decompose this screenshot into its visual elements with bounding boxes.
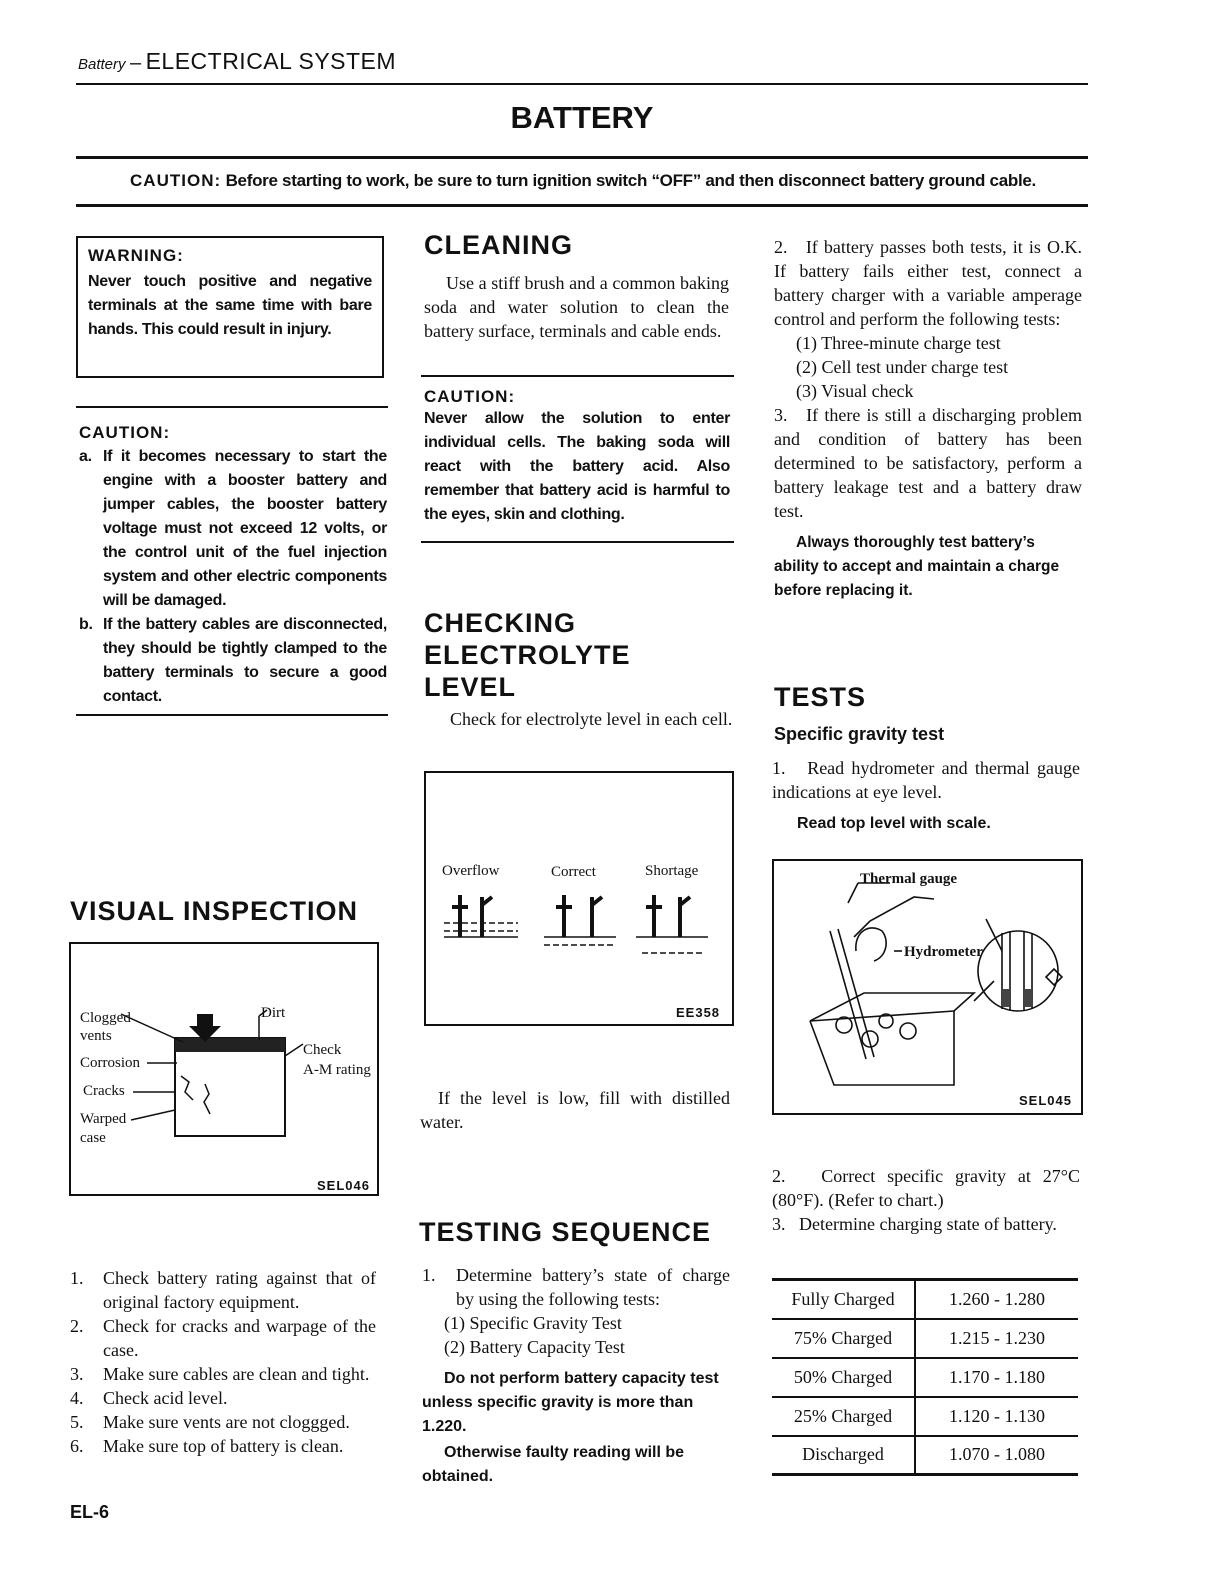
tests-subheading: Specific gravity test: [774, 724, 945, 744]
testing-note-1: Do not perform battery capacity test unless specific gravity is more than 1.220.: [422, 1370, 719, 1435]
cleaning-caution: [424, 387, 730, 527]
right-step-2: [774, 235, 1082, 331]
heading-line: CHECKING: [424, 608, 577, 638]
step: [70, 1434, 376, 1458]
step: [70, 1386, 376, 1410]
running-header: [78, 48, 396, 75]
step-number: 1.: [70, 1268, 84, 1288]
electrolyte-level-diagram: [426, 773, 732, 1024]
step: [70, 1266, 376, 1314]
step-text: Make sure top of battery is clean.: [103, 1436, 344, 1456]
electrolyte-heading: [424, 607, 631, 703]
top-caution-text: Before starting to work, be sure to turn ignition switch “OFF” and then disconnect battery ground cable.: [225, 171, 1036, 190]
gravity-range: 1.070 - 1.080: [949, 1444, 1045, 1465]
item-text: If it becomes necessary to start the engine with a booster battery and jumper cables, the booster battery voltage must not exceed 12 volts, or the control unit of the fuel injection system and other electric components will be damaged.: [103, 448, 387, 609]
electrolyte-figure: [424, 771, 734, 1026]
label-cracks: Cracks: [83, 1083, 125, 1099]
step-text: Make sure vents are not cloggged.: [103, 1412, 350, 1432]
electrolyte-after-text: If the level is low, fill with distilled water.: [420, 1088, 730, 1132]
label-correct: Correct: [551, 864, 596, 880]
cleaning-heading: CLEANING: [424, 230, 573, 260]
table-row: [772, 1280, 1078, 1319]
header-chapter: ELECTRICAL SYSTEM: [145, 48, 397, 74]
warning-box: [76, 236, 384, 378]
label-hydrometer: Hydrometer: [904, 944, 983, 960]
subtest: (2) Battery Capacity Test: [444, 1337, 625, 1357]
step: [70, 1314, 376, 1362]
page-title: BATTERY: [510, 100, 654, 135]
step-text: Make sure cables are clean and tight.: [103, 1364, 370, 1384]
cleaning-caution-top-rule: [421, 375, 734, 377]
header-rule: [76, 83, 1088, 85]
step-number: 1.: [422, 1265, 436, 1285]
step-text: Determine battery’s state of charge by using the following tests:: [456, 1265, 730, 1309]
testing-note-2: Otherwise faulty reading will be obtained.: [422, 1444, 685, 1485]
left-caution-label: CAUTION:: [79, 423, 171, 442]
label-shortage: Shortage: [645, 863, 699, 879]
gravity-range: 1.260 - 1.280: [949, 1288, 1045, 1309]
visual-inspection-steps: [70, 1266, 376, 1458]
cleaning-caution-bottom-rule: [421, 541, 734, 543]
warning-text: Never touch positive and negative terminals at the same time with bare hands. This could result in injury.: [88, 273, 372, 338]
charge-state: 75% Charged: [772, 1319, 915, 1358]
testing-sequence-body: [422, 1263, 730, 1489]
step-number: 6.: [70, 1436, 84, 1456]
step-number: 3.: [772, 1214, 786, 1234]
right-note: Always thoroughly test battery’s ability to accept and maintain a charge before replacing it.: [774, 534, 1060, 599]
top-caution: [78, 171, 1088, 191]
left-caution-top-rule: [76, 406, 388, 408]
label-thermal-gauge: Thermal gauge: [860, 871, 958, 887]
charge-state: Fully Charged: [772, 1280, 915, 1319]
right-column-top: [774, 235, 1082, 603]
right-subtest: (2) Cell test under charge test: [796, 357, 1009, 377]
charge-table: [772, 1278, 1078, 1476]
title-rule: [76, 156, 1088, 159]
step-text: If there is still a discharging problem and condition of battery has been determined to be satisfactory, perform a battery leakage test and a battery draw test.: [774, 405, 1083, 521]
hydrometer-figure: [772, 859, 1083, 1115]
step-number: 3.: [774, 405, 788, 425]
left-caution: [79, 423, 387, 709]
left-caution-bottom-rule: [76, 714, 388, 716]
step-text: If battery passes both tests, it is O.K. If battery fails either test, connect a battery charger with a variable amperage control and perform the following tests:: [774, 237, 1082, 329]
page-number: EL-6: [70, 1502, 110, 1522]
label-warped: Warped: [80, 1111, 127, 1127]
heading-line: LEVEL: [424, 672, 517, 702]
step-text: Check acid level.: [103, 1388, 228, 1408]
warning-label: WARNING:: [88, 246, 184, 265]
right-subtest: (3) Visual check: [796, 381, 914, 401]
right-step-3: [774, 403, 1082, 523]
figure-code: EE358: [676, 1005, 721, 1020]
gravity-range: 1.215 - 1.230: [949, 1327, 1045, 1348]
tests-body-2: [772, 1164, 1080, 1236]
label-case: case: [80, 1130, 106, 1146]
gravity-range: 1.120 - 1.130: [949, 1405, 1045, 1426]
step-number: 1.: [772, 758, 786, 778]
step-number: 2.: [70, 1316, 84, 1336]
cleaning-text: Use a stiff brush and a common baking soda and water solution to clean the battery surface, terminals and cable ends.: [424, 273, 729, 341]
step-text: Correct specific gravity at 27°C (80°F). (Refer to chart.): [772, 1166, 1080, 1210]
step: [70, 1410, 376, 1434]
step-number: 3.: [70, 1364, 84, 1384]
label-vents: vents: [80, 1028, 112, 1044]
caution-rule: [76, 204, 1088, 207]
tests-step-3: [772, 1212, 1080, 1236]
tests-step-2: [772, 1164, 1080, 1212]
item-marker: a.: [79, 448, 92, 465]
charge-table-body: [772, 1280, 1078, 1475]
item-marker: b.: [79, 616, 93, 633]
heading-line: ELECTROLYTE: [424, 640, 631, 670]
left-caution-item-a: [79, 445, 387, 613]
left-caution-item-b: [79, 613, 387, 709]
tests-heading: TESTS: [774, 682, 867, 712]
hydrometer-diagram: [774, 861, 1081, 1113]
subtest: (1) Specific Gravity Test: [444, 1313, 622, 1333]
item-text: If the battery cables are disconnected, they should be tightly clamped to the battery terminals to secure a good contact.: [103, 616, 387, 705]
step-number: 2.: [772, 1166, 786, 1186]
table-row: [772, 1319, 1078, 1358]
label-overflow: Overflow: [442, 863, 500, 879]
tests-step-1: [772, 756, 1080, 804]
tests-note: Read top level with scale.: [797, 815, 991, 832]
label-check: Check: [303, 1042, 342, 1058]
charge-state: 25% Charged: [772, 1397, 915, 1436]
label-dirt: Dirt: [261, 1005, 286, 1021]
label-clogged: Clogged: [80, 1010, 131, 1026]
step-number: 5.: [70, 1412, 84, 1432]
table-row: [772, 1397, 1078, 1436]
charge-state: Discharged: [772, 1436, 915, 1475]
figure-code: SEL045: [1019, 1093, 1072, 1108]
table-row: [772, 1436, 1078, 1475]
cleaning-caution-text: Never allow the solution to enter individual cells. The baking soda will react with the battery acid. Also remember that battery acid is harmful to the eyes, skin and clothing.: [424, 410, 730, 523]
step-text: Determine charging state of battery.: [799, 1214, 1057, 1234]
step-text: Read hydrometer and thermal gauge indications at eye level.: [772, 758, 1080, 802]
testing-sequence-heading: TESTING SEQUENCE: [419, 1217, 712, 1247]
table-row: [772, 1358, 1078, 1397]
electrolyte-text: Check for electrolyte level in each cell.: [450, 709, 733, 729]
top-caution-label: CAUTION:: [130, 171, 222, 190]
right-subtest: (1) Three-minute charge test: [796, 333, 1001, 353]
testing-step-1: [422, 1263, 730, 1311]
visual-inspection-figure: [69, 942, 379, 1196]
header-dash: –: [129, 52, 142, 74]
label-am-rating: A-M rating: [303, 1062, 371, 1078]
figure-code: SEL046: [317, 1178, 370, 1193]
charge-state: 50% Charged: [772, 1358, 915, 1397]
header-section: Battery: [78, 56, 126, 73]
tests-body: [772, 756, 1080, 836]
visual-inspection-heading: VISUAL INSPECTION: [70, 896, 359, 926]
label-corrosion: Corrosion: [80, 1055, 140, 1071]
step-text: Check for cracks and warpage of the case.: [103, 1316, 376, 1360]
step: [70, 1362, 376, 1386]
cleaning-caution-label: CAUTION:: [424, 387, 516, 406]
step-number: 4.: [70, 1388, 84, 1408]
step-text: Check battery rating against that of original factory equipment.: [103, 1268, 376, 1312]
gravity-range: 1.170 - 1.180: [949, 1366, 1045, 1387]
step-number: 2.: [774, 237, 788, 257]
